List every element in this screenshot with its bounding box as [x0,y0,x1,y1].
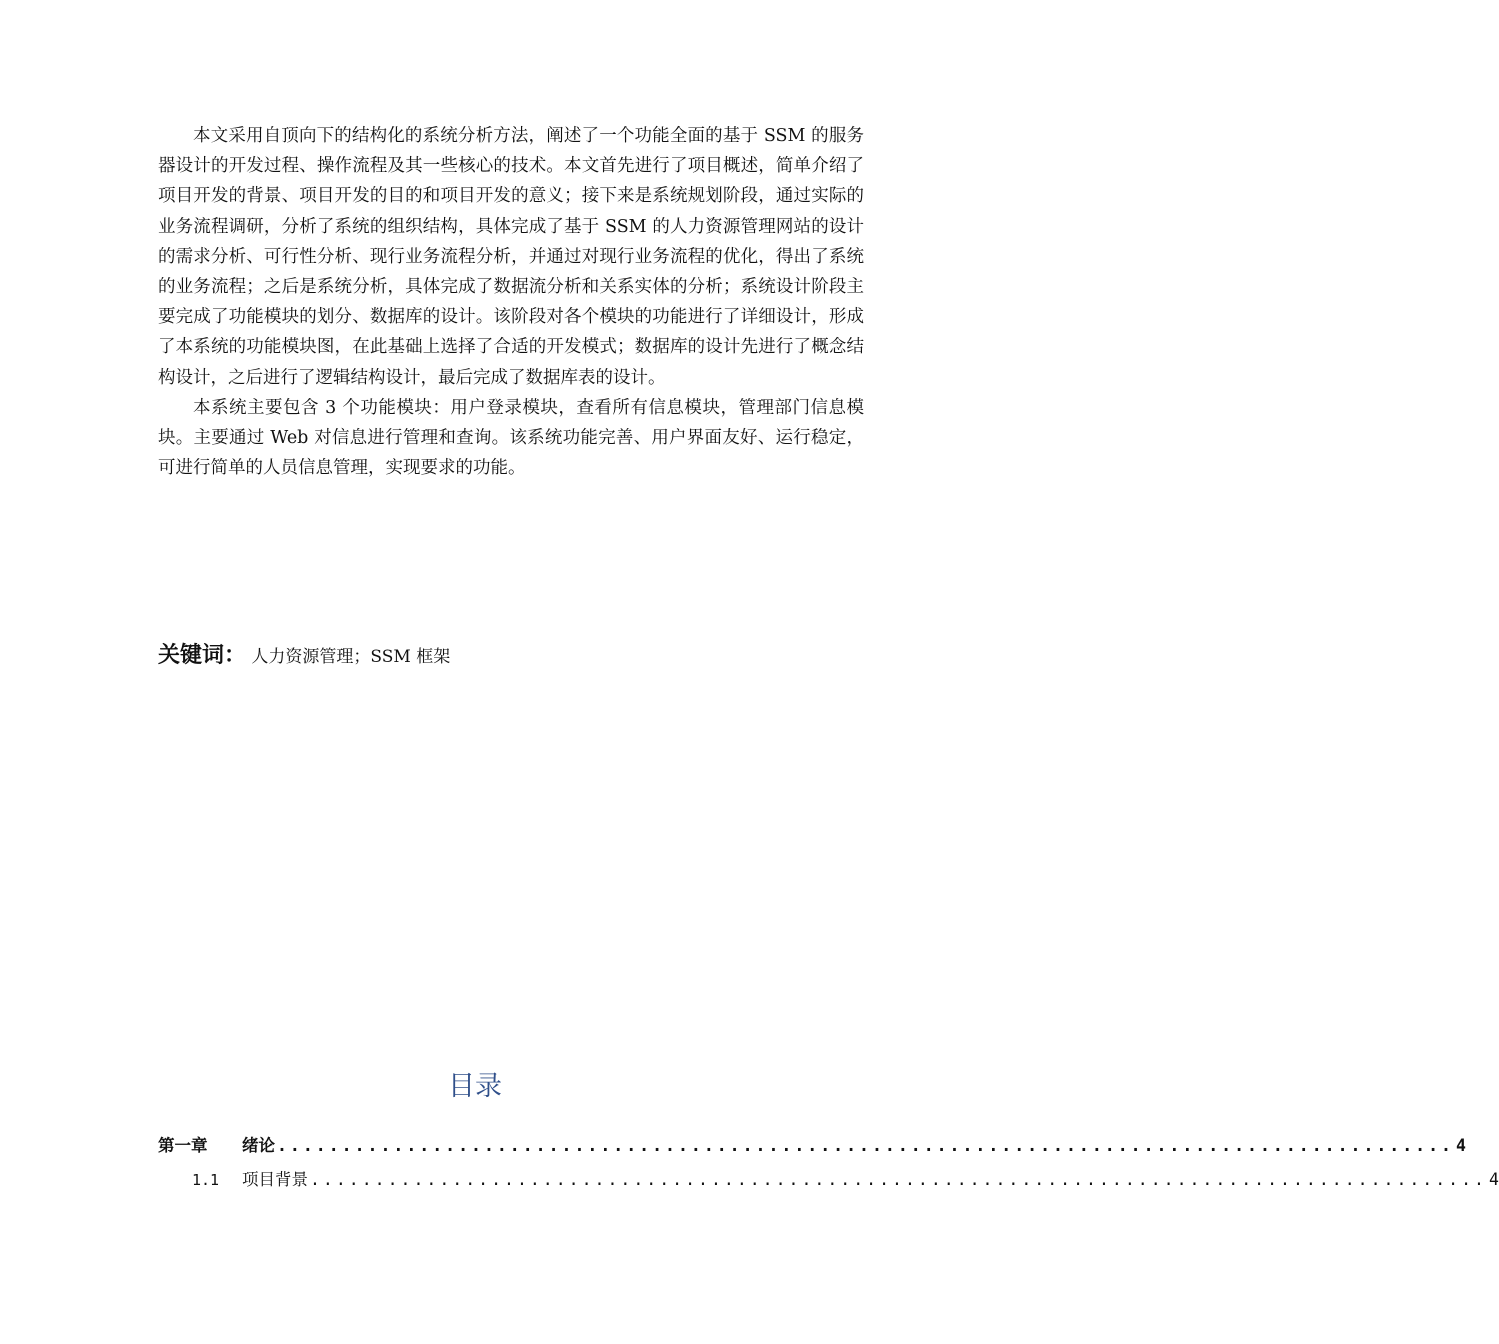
toc-entry[interactable] [158,1132,1466,1166]
table-of-contents [158,1132,1499,1200]
keywords-value: 人力资源管理；SSM 框架 [251,647,451,667]
keywords-line [158,641,864,672]
toc-entry-number: 第一章 [158,1136,208,1155]
toc-title: 目录 [448,1071,502,1102]
toc-entry-page: 4 [1455,1136,1466,1155]
keywords-label: 关键词： [158,643,247,668]
abstract-paragraph: 本文采用自顶向下的结构化的系统分析方法，阐述了一个功能全面的基于 SSM 的服务器设计的开发过程、操作流程及其一些核心的技术。本文首先进行了项目概述，简单介绍了项目开发的背景、项目开发的目的和项目开发的意义；接下来是系统规划阶段，通过实际的业务流程调研，分析了系统的组织结构，具体完成了基于 SSM 的人力资源管理网站的设计的需求分析、可行性分析、现行业务流程分析，并通过对现行业务流程的优化，得出了系统的业务流程；之后是系统分析，具体完成了数据流分析和关系实体的分析；系统设计阶段主要完成了功能模块的划分、数据库的设计。该阶段对各个模块的功能进行了详细设计，形成了本系统的功能模块图，在此基础上选择了合适的开发模式；数据库的设计先进行了概念结构设计，之后进行了逻辑结构设计，最后完成了数据库表的设计。 [158,126,864,388]
toc-entry-title: 绪论 [242,1136,275,1155]
abstract-body [158,121,864,483]
toc-entry-title: 项目背景 [242,1170,308,1189]
abstract-paragraph: 本系统主要包含 3 个功能模块：用户登录模块，查看所有信息模块，管理部门信息模块。主要通过 Web 对信息进行管理和查询。该系统功能完善、用户界面友好、运行稳定，可进行简单的人员信息管理，实现要求的功能。 [158,397,864,479]
toc-entry-number: 1.1 [192,1171,220,1189]
toc-leader-dots: ........................................................................................... [310,1170,1487,1189]
toc-entry-page: 4 [1488,1170,1499,1189]
toc-leader-dots: ........................................................................................... [277,1136,1454,1155]
toc-entry[interactable] [158,1166,1499,1200]
